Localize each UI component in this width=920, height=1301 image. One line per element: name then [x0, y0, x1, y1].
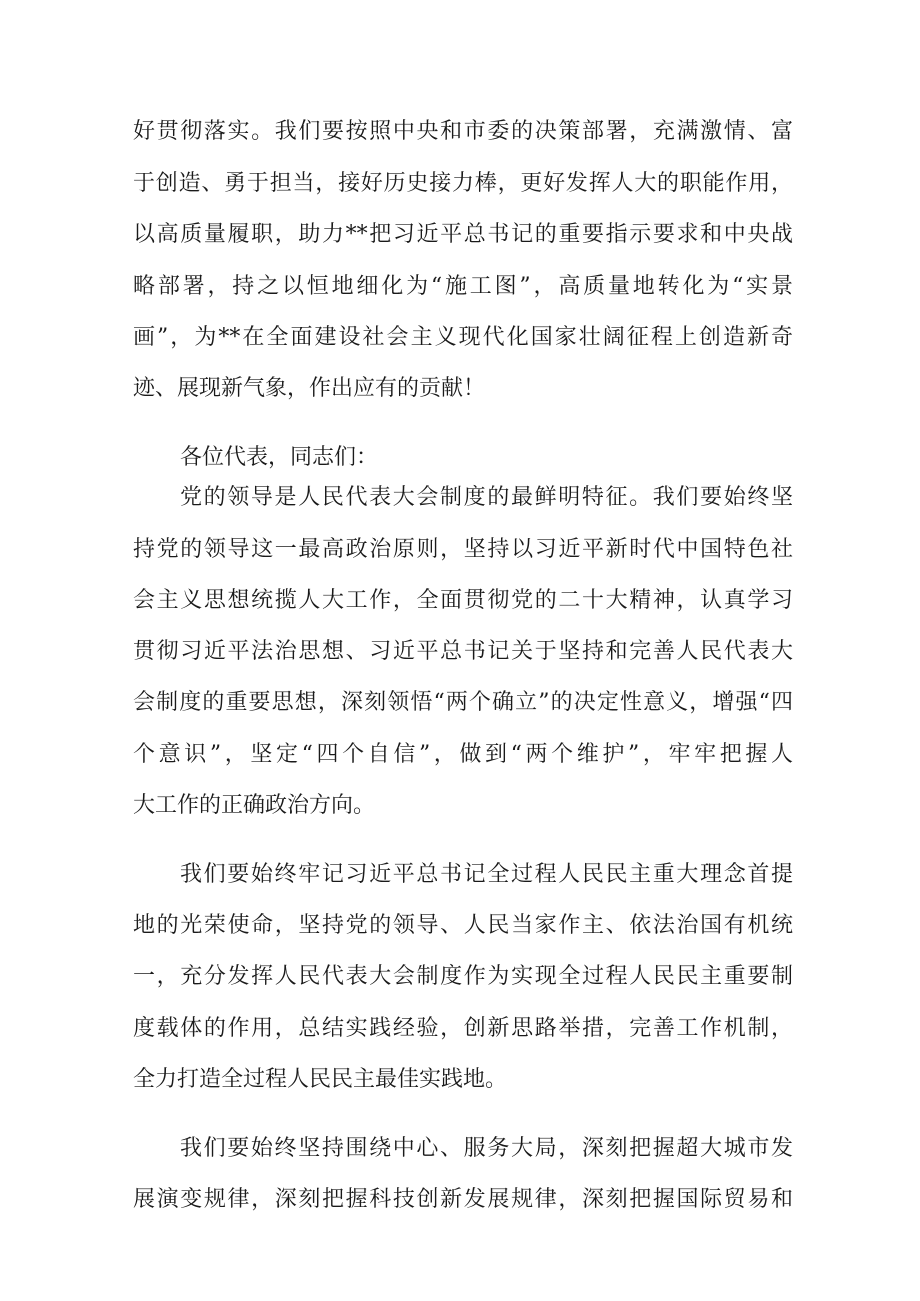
- paragraph-1-line-1: 好贯彻落实。我们要按照中央和市委的决策部署，充满激情、富: [133, 119, 793, 144]
- paragraph-1-line-3: 以高质量履职，助力**把习近平总书记的重要指示要求和中央战: [133, 222, 793, 247]
- paragraph-3-line-6: 个意识”，坚定“四个自信”，做到“两个维护”，牢牢把握人: [133, 742, 793, 767]
- paragraph-3-line-5: 会制度的重要思想，深刻领悟“两个确立”的决定性意义，增强“四: [133, 690, 793, 715]
- paragraph-3-line-3: 会主义思想统揽人大工作，全面贯彻党的二十大精神，认真学习: [133, 588, 793, 613]
- paragraph-3-line-4: 贯彻习近平法治思想、习近平总书记关于坚持和完善人民代表大: [133, 639, 793, 664]
- paragraph-4-line-3: 一，充分发挥人民代表大会制度作为实现全过程人民民主重要制: [133, 964, 793, 989]
- salutation: 各位代表，同志们：: [180, 445, 379, 470]
- paragraph-3-line-7: 大工作的正确政治方向。: [133, 793, 376, 818]
- paragraph-4-line-4: 度载体的作用，总结实践经验，创新思路举措，完善工作机制，: [133, 1016, 793, 1041]
- paragraph-1-line-2: 于创造、勇于担当，接好历史接力棒，更好发挥人大的职能作用，: [133, 171, 793, 196]
- paragraph-3-line-1: 党的领导是人民代表大会制度的最鲜明特征。我们要始终坚: [180, 485, 793, 510]
- paragraph-3-line-2: 持党的领导这一最高政治原则，坚持以习近平新时代中国特色社: [133, 537, 793, 562]
- paragraph-1-line-4: 略部署，持之以恒地细化为“施工图”，高质量地转化为“实景: [133, 274, 793, 299]
- paragraph-1-line-6: 迹、展现新气象，作出应有的贡献！: [133, 376, 486, 401]
- paragraph-4-line-5: 全力打造全过程人民民主最佳实践地。: [133, 1067, 508, 1092]
- paragraph-1-line-5: 画”，为**在全面建设社会主义现代化国家壮阔征程上创造新奇: [133, 325, 793, 350]
- paragraph-4-line-2: 地的光荣使命，坚持党的领导、人民当家作主、依法治国有机统: [133, 913, 793, 938]
- paragraph-5-line-2: 展演变规律，深刻把握科技创新发展规律，深刻把握国际贸易和: [133, 1187, 793, 1212]
- paragraph-5-line-1: 我们要始终坚持围绕中心、服务大局，深刻把握超大城市发: [180, 1136, 793, 1161]
- paragraph-4-line-1: 我们要始终牢记习近平总书记全过程人民民主重大理念首提: [180, 862, 793, 887]
